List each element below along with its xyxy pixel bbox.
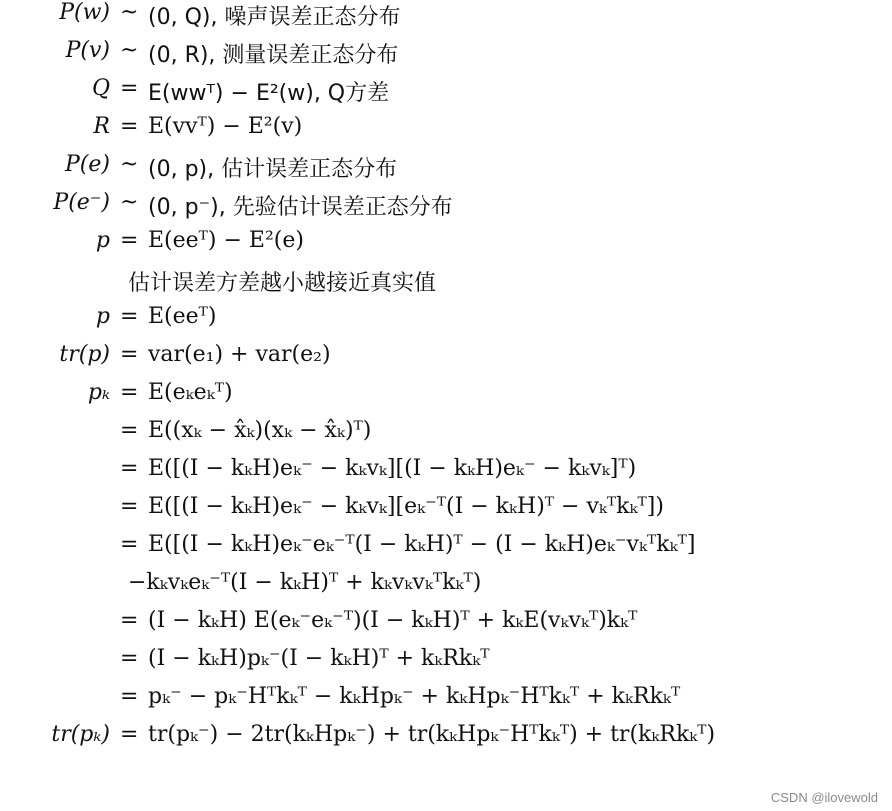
equation-line: [0, 532, 892, 570]
equation-line: [0, 342, 892, 380]
equation-line: [0, 266, 892, 304]
equation-rhs: (0, R), 测量误差正态分布: [148, 43, 399, 68]
equation-lhs: P(e⁻): [53, 190, 110, 215]
equation-rhs: E(vvᵀ) − E²(v): [148, 114, 303, 139]
equation-line: [0, 38, 892, 76]
equation-rhs: (0, p⁻), 先验估计误差正态分布: [148, 195, 453, 220]
equation-rhs: −kₖvₖeₖ⁻ᵀ(I − kₖH)ᵀ + kₖvₖvₖᵀkₖᵀ): [128, 570, 482, 595]
equation-lhs: P(w): [59, 0, 110, 25]
equation-lhs: pₖ: [87, 380, 110, 405]
equation-operator: =: [120, 380, 139, 405]
equation-operator: =: [120, 114, 139, 139]
equation-rhs: E(eₖeₖᵀ): [148, 380, 233, 405]
equation-rhs: (0, p), 估计误差正态分布: [148, 157, 398, 182]
equation-operator: =: [120, 646, 139, 671]
equation-lhs: p: [95, 304, 110, 329]
equation-operator: =: [120, 228, 139, 253]
equation-rhs: E([(I − kₖH)eₖ⁻ − kₖvₖ][eₖ⁻ᵀ(I − kₖH)ᵀ − vₖᵀkₖᵀ]): [148, 494, 664, 519]
equation-operator: =: [120, 494, 139, 519]
equation-rhs: E(eeᵀ) − E²(e): [148, 228, 304, 253]
equation-rhs: (I − kₖH) E(eₖ⁻eₖ⁻ᵀ)(I − kₖH)ᵀ + kₖE(vₖvₖᵀ)kₖᵀ: [148, 608, 638, 633]
equation-operator: =: [120, 76, 139, 101]
equation-line: [0, 152, 892, 190]
equation-lhs: tr(p): [59, 342, 110, 367]
equation-rhs: 估计误差方差越小越接近真实值: [128, 271, 437, 296]
equation-rhs: pₖ⁻ − pₖ⁻Hᵀkₖᵀ − kₖHpₖ⁻ + kₖHpₖ⁻Hᵀkₖᵀ + kₖRkₖᵀ: [148, 684, 681, 709]
equation-line: [0, 646, 892, 684]
equation-lhs: P(e): [65, 152, 110, 177]
equation-line: [0, 494, 892, 532]
equation-operator: ~: [120, 152, 139, 177]
equation-operator: =: [120, 418, 139, 443]
equation-line: [0, 608, 892, 646]
equation-operator: =: [120, 532, 139, 557]
equation-lhs: P(v): [65, 38, 110, 63]
equation-operator: ~: [120, 190, 139, 215]
equation-line: [0, 684, 892, 722]
equation-lhs: p: [95, 228, 110, 253]
equation-operator: =: [120, 684, 139, 709]
equation-operator: =: [120, 722, 139, 747]
equation-rhs: E(wwᵀ) − E²(w), Q方差: [148, 81, 390, 106]
equation-line: [0, 380, 892, 418]
equation-rhs: E([(I − kₖH)eₖ⁻ − kₖvₖ][(I − kₖH)eₖ⁻ − kₖvₖ]ᵀ): [148, 456, 637, 481]
equation-line: [0, 722, 892, 760]
equation-rhs: (I − kₖH)pₖ⁻(I − kₖH)ᵀ + kₖRkₖᵀ: [148, 646, 490, 671]
equation-line: [0, 114, 892, 152]
equation-operator: =: [120, 304, 139, 329]
equation-rhs: tr(pₖ⁻) − 2tr(kₖHpₖ⁻) + tr(kₖHpₖ⁻Hᵀkₖᵀ) + tr(kₖRkₖᵀ): [148, 722, 716, 747]
equation-operator: =: [120, 342, 139, 367]
equation-lhs: Q: [91, 76, 110, 101]
equation-line: [0, 304, 892, 342]
equation-operator: ~: [120, 38, 139, 63]
equation-rhs: E((xₖ − x̂ₖ)(xₖ − x̂ₖ)ᵀ): [148, 418, 372, 443]
equation-rhs: E(eeᵀ): [148, 304, 217, 329]
equation-line: [0, 418, 892, 456]
equation-line: [0, 190, 892, 228]
equation-operator: =: [120, 456, 139, 481]
equation-line: [0, 570, 892, 608]
equation-line: [0, 228, 892, 266]
equation-operator: =: [120, 608, 139, 633]
equation-rhs: (0, Q), 噪声误差正态分布: [148, 5, 401, 30]
equation-line: [0, 0, 892, 38]
equation-lhs: R: [93, 114, 110, 139]
equation-operator: ~: [120, 0, 139, 25]
equation-line: [0, 76, 892, 114]
equation-line: [0, 456, 892, 494]
equation-rhs: var(e₁) + var(e₂): [148, 342, 331, 367]
equation-rhs: E([(I − kₖH)eₖ⁻eₖ⁻ᵀ(I − kₖH)ᵀ − (I − kₖH)eₖ⁻vₖᵀkₖᵀ]: [148, 532, 696, 557]
watermark: CSDN @ilovewold: [770, 790, 878, 805]
equation-lhs: tr(pₖ): [51, 722, 110, 747]
